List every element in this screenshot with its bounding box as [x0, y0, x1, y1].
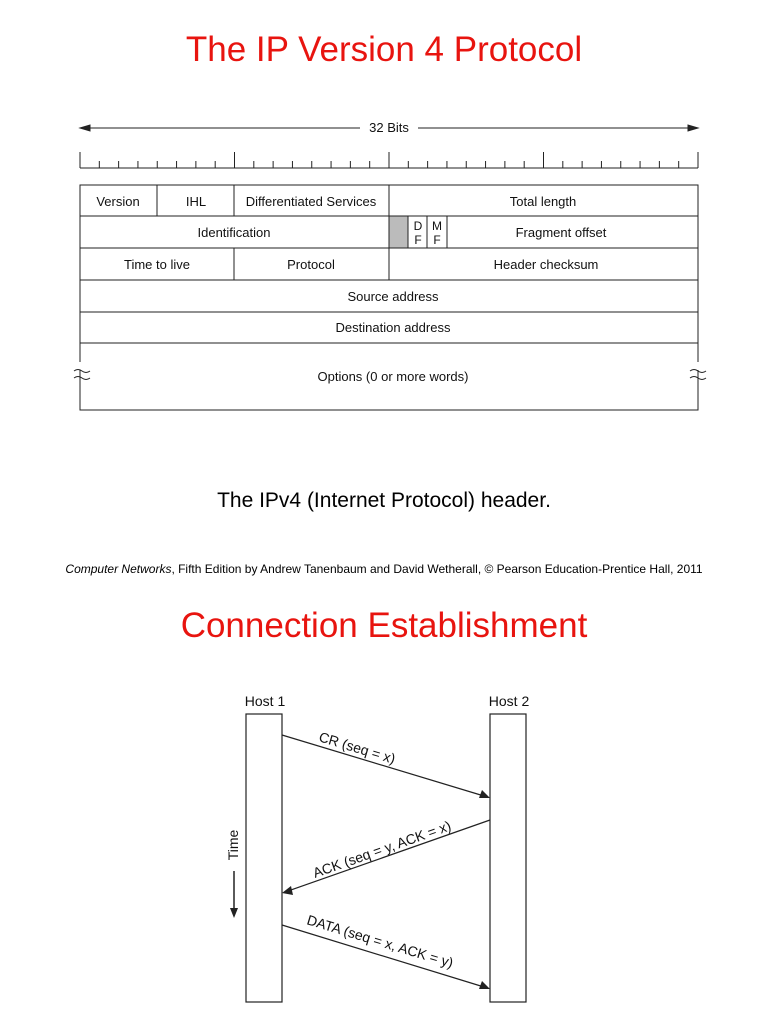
field-source-address: Source address [347, 289, 439, 304]
host1-timeline [246, 714, 282, 1002]
field-version: Version [96, 194, 140, 209]
message-label-ack: ACK (seq = y, ACK = x) [310, 817, 453, 881]
credit-book-title: Computer Networks [65, 562, 172, 576]
field-differentiated-services: Differentiated Services [245, 194, 377, 209]
field-time-to-live: Time to live [124, 257, 190, 272]
ipv4-header-caption: The IPv4 (Internet Protocol) header. [217, 489, 551, 512]
host1-label: Host 1 [244, 693, 286, 709]
bits-arrow-left-head [80, 125, 90, 131]
time-arrow-head [230, 908, 238, 918]
options-break-mark-left [74, 366, 90, 380]
field-protocol: Protocol [287, 257, 335, 272]
flag-df-top: D [413, 219, 423, 233]
field-ihl: IHL [185, 194, 207, 209]
field-header-checksum: Header checksum [493, 257, 599, 272]
time-label: Time [225, 829, 241, 861]
slide-title-connection: Connection Establishment [180, 606, 588, 645]
field-identification: Identification [197, 225, 271, 240]
reserved-bit-cell [389, 216, 408, 248]
message-label-cr: CR (seq = x) [317, 728, 398, 767]
flag-mf-bottom: F [433, 233, 441, 247]
flag-mf-top: M [432, 219, 442, 233]
source-credit [0, 561, 768, 577]
field-total-length: Total length [509, 194, 577, 209]
flag-df-bottom: F [414, 233, 422, 247]
message-arrow-cr [282, 735, 484, 796]
message-arrow-ack [288, 820, 490, 891]
message-arrowhead-data [479, 981, 490, 989]
host2-timeline [490, 714, 526, 1002]
bit-ruler-ticks [80, 152, 698, 168]
field-options: Options (0 or more words) [317, 369, 469, 384]
connection-diagram [225, 693, 529, 1002]
credit-details: , Fifth Edition by Andrew Tanenbaum and David Wetherall, © Pearson Education-Prentice Hall, 2011 [171, 562, 703, 576]
host2-label: Host 2 [488, 693, 530, 709]
message-arrowhead-cr [479, 790, 490, 798]
message-arrowhead-ack [282, 886, 293, 895]
message-label-data: DATA (seq = x, ACK = y) [305, 911, 456, 971]
field-destination-address: Destination address [335, 320, 451, 335]
bits-label: 32 Bits [369, 120, 409, 135]
slide-title-ipv4: The IP Version 4 Protocol [185, 30, 583, 69]
bits-arrow-right-head [688, 125, 698, 131]
field-fragment-offset: Fragment offset [515, 225, 607, 240]
